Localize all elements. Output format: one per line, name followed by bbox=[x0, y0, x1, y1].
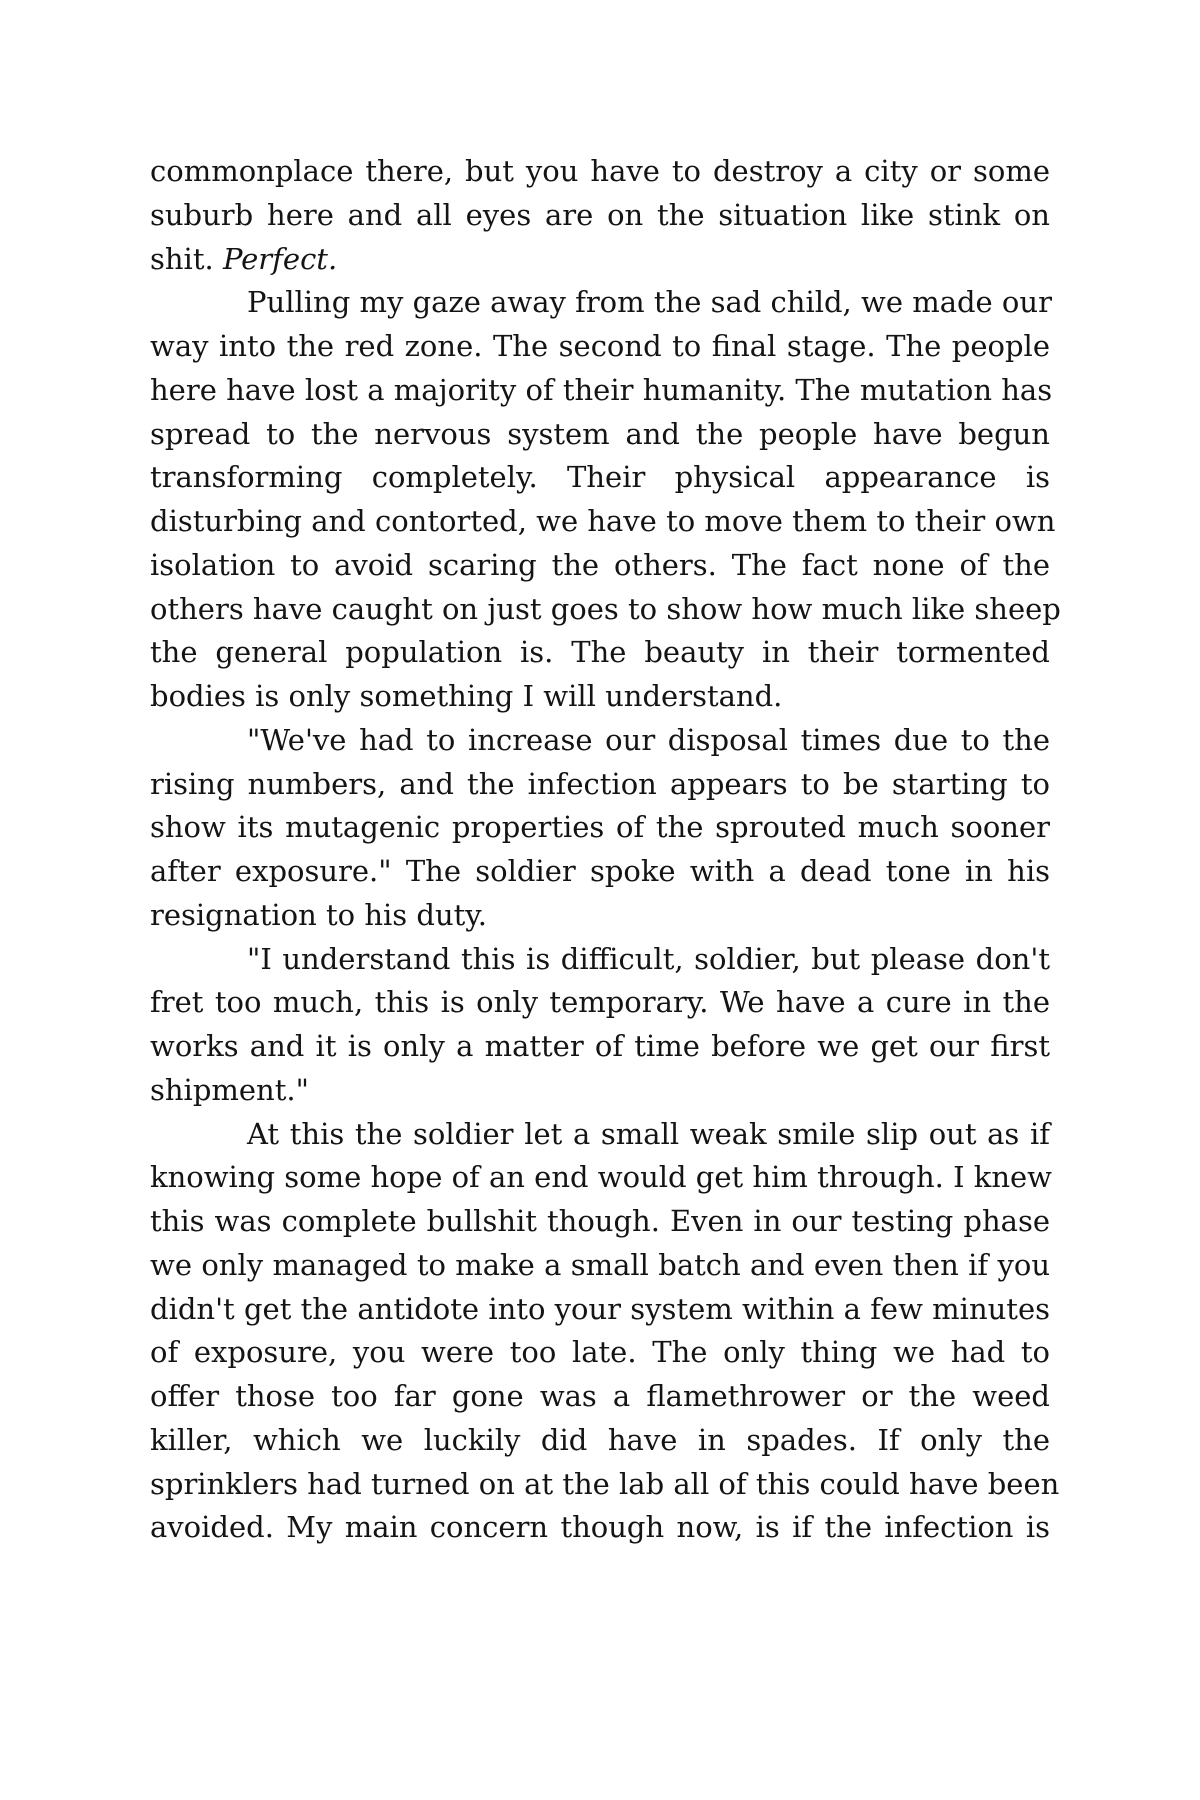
text-line: this was complete bullshit though. Even in our testing phase bbox=[150, 1204, 1050, 1238]
text-line: of exposure, you were too late. The only thing we had to bbox=[150, 1335, 1050, 1370]
text-line: disturbing and contorted, we have to move them to their own bbox=[150, 504, 1056, 538]
text-line: killer, which we luckily did have in spades. If only the bbox=[150, 1422, 1050, 1457]
text-line: bodies is only something I will understand. bbox=[150, 679, 783, 713]
paragraph-first-line: Pulling my gaze away from the sad child, we made our bbox=[247, 285, 1052, 320]
text-line: way into the red zone. The second to final stage. The people bbox=[150, 329, 1050, 363]
text-line: fret too much, this is only temporary. We have a cure in the bbox=[150, 985, 1050, 1020]
text-line: show its mutagenic properties of the sprouted much sooner bbox=[150, 810, 1050, 845]
italic-emphasis: Perfect. bbox=[222, 241, 338, 276]
paragraph-first-line: At this the soldier let a small weak smile slip out as if bbox=[247, 1116, 1050, 1151]
text-line: transforming completely. Their physical appearance is bbox=[150, 460, 1050, 495]
text-line: resignation to his duty. bbox=[150, 897, 488, 932]
text-line: commonplace there, but you have to destroy a city or some bbox=[150, 154, 1050, 188]
text-line: offer those too far gone was a flamethrower or the weed bbox=[150, 1379, 1050, 1413]
book-page bbox=[150, 150, 1061, 1550]
text-line: the general population is. The beauty in their tormented bbox=[150, 635, 1050, 670]
text-line: avoided. My main concern though now, is if the infection is bbox=[150, 1510, 1050, 1545]
text-fragment: shit. bbox=[150, 241, 214, 276]
text-line: knowing some hope of an end would get him through. I knew bbox=[150, 1160, 1052, 1195]
text-line: others have caught on just goes to show how much like sheep bbox=[150, 591, 1061, 626]
text-line: we only managed to make a small batch and even then if you bbox=[150, 1247, 1050, 1282]
text-line bbox=[150, 238, 1050, 282]
text-line: spread to the nervous system and the people have begun bbox=[150, 416, 1050, 451]
paragraph-first-line: "We've had to increase our disposal times due to the bbox=[247, 722, 1050, 757]
text-line: rising numbers, and the infection appears to be starting to bbox=[150, 766, 1050, 801]
text-line: suburb here and all eyes are on the situation like stink on bbox=[150, 197, 1050, 232]
text-line: here have lost a majority of their humanity. The mutation has bbox=[150, 372, 1053, 407]
text-line: works and it is only a matter of time before we get our first bbox=[150, 1029, 1050, 1063]
text-line: after exposure." The soldier spoke with a dead tone in his bbox=[150, 854, 1050, 888]
text-line: didn't get the antidote into your system within a few minutes bbox=[150, 1291, 1050, 1326]
text-line: isolation to avoid scaring the others. The fact none of the bbox=[150, 547, 1050, 582]
text-line: sprinklers had turned on at the lab all of this could have been bbox=[150, 1466, 1060, 1501]
paragraph-first-line: "I understand this is difficult, soldier, but please don't bbox=[247, 941, 1050, 976]
text-line: shipment." bbox=[150, 1072, 309, 1107]
